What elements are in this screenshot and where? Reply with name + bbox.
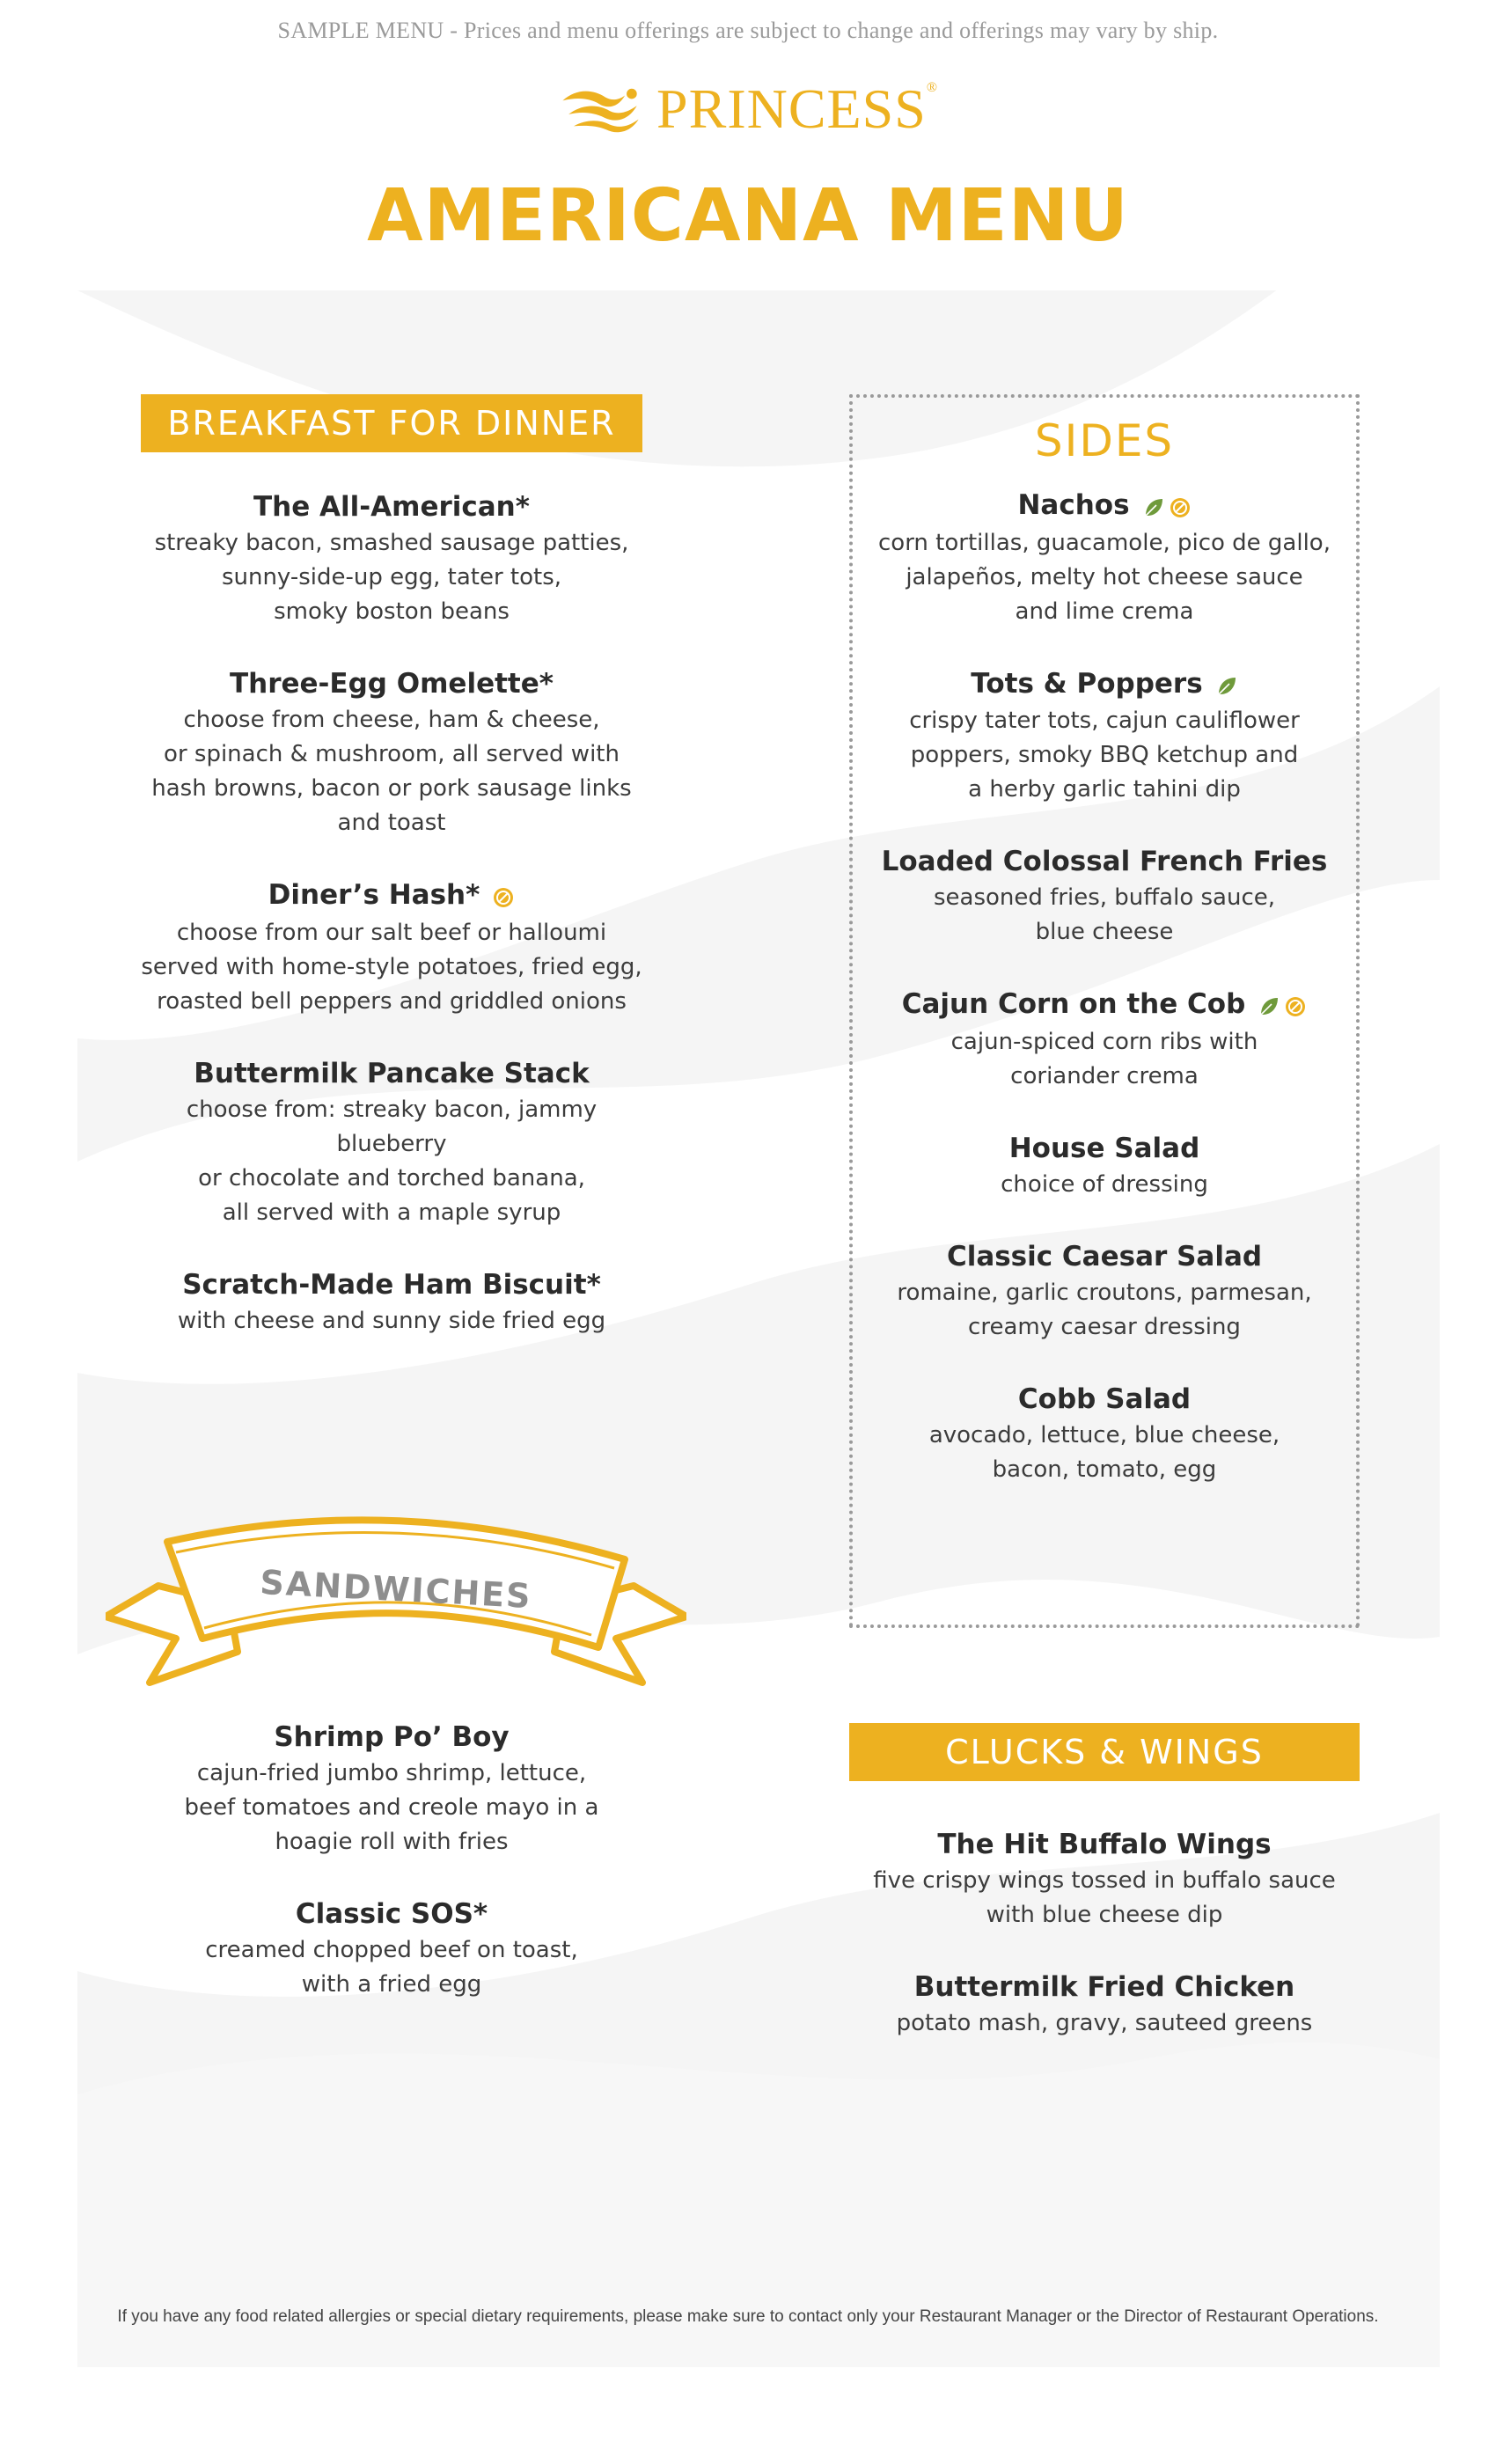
dietary-icons [1139, 488, 1192, 526]
menu-item-description: choice of dressing [1001, 1170, 1208, 1198]
menu-item [849, 1968, 1360, 2041]
menu-item-name [853, 1237, 1356, 1276]
dietary-icons [1254, 986, 1307, 1025]
sides-list [853, 486, 1356, 1487]
menu-item-description: bacon, tomato, egg [992, 1456, 1217, 1483]
menu-item-description: cajun-spiced corn ribs with [950, 1028, 1258, 1055]
menu-item [141, 1054, 642, 1230]
menu-item-description: romaine, garlic croutons, parmesan, [897, 1279, 1312, 1306]
menu-item [853, 1129, 1356, 1202]
menu-item-description: sunny-side-up egg, tater tots, [221, 564, 562, 590]
menu-item [141, 488, 642, 629]
menu-item-description: beef tomatoes and creole mayo in a [184, 1794, 599, 1821]
menu-item-description: a herby garlic tahini dip [968, 776, 1241, 803]
gluten-free-icon [492, 886, 515, 909]
menu-item-description: choose from: streaky bacon, jammy blueberry [186, 1096, 598, 1157]
menu-item-name-text: Buttermilk Fried Chicken [913, 1971, 1295, 2003]
menu-item-name-text: Buttermilk Pancake Stack [194, 1057, 590, 1089]
menu-item-description: jalapeños, melty hot cheese sauce [906, 563, 1303, 590]
menu-item [141, 876, 642, 1019]
menu-item-description: and toast [337, 810, 446, 836]
sides-title: SIDES [1034, 415, 1175, 466]
menu-item-description: seasoned fries, buffalo sauce, [933, 884, 1276, 911]
allergy-footer-note: If you have any food related allergies or special dietary requirements, please make sure to contact only your Restaurant Manager or the Director of Restaurant Operations. [117, 2307, 1379, 2326]
menu-item [141, 1895, 642, 2002]
brand-name: PRINCESS® [656, 77, 938, 140]
menu-item-description: avocado, lettuce, blue cheese, [928, 1421, 1280, 1448]
vegetarian-leaf-icon [1142, 496, 1165, 519]
menu-item [853, 664, 1356, 808]
breakfast-list [141, 488, 642, 1338]
breakfast-banner: BREAKFAST FOR DINNER [141, 394, 642, 452]
menu-item-description: potato mash, gravy, sauteed greens [896, 2010, 1313, 2036]
menu-item-name-text: Diner’s Hash* [268, 879, 480, 911]
menu-item [141, 1718, 642, 1859]
menu-item-name [141, 488, 642, 526]
menu-item-name-text: Classic Caesar Salad [946, 1240, 1263, 1272]
menu-item-description: smoky boston beans [274, 598, 510, 625]
menu-item-description: corn tortillas, guacamole, pico de gallo, [878, 529, 1331, 556]
menu-item-name [853, 664, 1356, 705]
menu-item-description: hash browns, bacon or pork sausage links [151, 775, 632, 802]
menu-item-description: creamy caesar dressing [968, 1313, 1241, 1340]
menu-item-description: cajun-fried jumbo shrimp, lettuce, [196, 1760, 587, 1786]
clucks-section [849, 1723, 1360, 2076]
dietary-icons [488, 877, 515, 916]
menu-item-name-text: Classic SOS* [295, 1898, 488, 1930]
clucks-list [849, 1825, 1360, 2041]
menu-item-description: choose from our salt beef or halloumi [176, 919, 607, 946]
menu-item-name-text: House Salad [1008, 1132, 1200, 1164]
menu-item-description: crispy tater tots, cajun cauliflower [909, 708, 1300, 734]
menu-item-description: and lime crema [1015, 598, 1194, 625]
menu-item-name [849, 1968, 1360, 2006]
menu-item-name-text: Shrimp Po’ Boy [274, 1721, 510, 1753]
sample-menu-disclaimer: SAMPLE MENU - Prices and menu offerings are subject to change and offerings may vary by ship. [277, 18, 1219, 43]
menu-item [853, 985, 1356, 1094]
menu-item-description: coriander crema [1010, 1062, 1199, 1089]
menu-item-description: poppers, smoky BBQ ketchup and [910, 742, 1299, 768]
menu-item-description: all served with a maple syrup [222, 1199, 561, 1226]
menu-item-name [853, 1380, 1356, 1419]
menu-item-name-text: Nachos [1017, 489, 1130, 521]
menu-item-description: served with home-style potatoes, fried egg, [141, 953, 642, 980]
menu-item-description: choose from cheese, ham & cheese, [183, 707, 600, 733]
menu-item-description: with a fried egg [301, 1971, 482, 1998]
gluten-free-icon [1169, 496, 1192, 519]
menu-item-name [849, 1825, 1360, 1864]
sides-section [849, 394, 1360, 1628]
menu-item-name [141, 1054, 642, 1093]
sandwiches-list [141, 1718, 642, 2002]
clucks-banner: CLUCKS & WINGS [849, 1723, 1360, 1781]
breakfast-section [141, 394, 642, 1374]
menu-item-description: streaky bacon, smashed sausage patties, [154, 530, 629, 556]
menu-item-name [141, 1265, 642, 1304]
menu-item [853, 486, 1356, 629]
menu-item-name [141, 664, 642, 703]
dietary-icons [1212, 665, 1238, 704]
menu-item-description: hoagie roll with fries [275, 1829, 509, 1855]
menu-item-description: or chocolate and torched banana, [198, 1164, 585, 1192]
vegetarian-leaf-icon [1215, 675, 1238, 698]
menu-item [141, 1265, 642, 1338]
menu-item-name [141, 876, 642, 916]
gluten-free-icon [1284, 995, 1307, 1018]
menu-item [853, 1380, 1356, 1487]
menu-item [853, 842, 1356, 950]
princess-wave-logo-icon [558, 82, 644, 136]
menu-item-name-text: Cobb Salad [1017, 1382, 1192, 1415]
menu-item-description: blue cheese [1035, 919, 1174, 945]
menu-item-name-text: Tots & Poppers [971, 667, 1203, 700]
menu-item-description: creamed chopped beef on toast, [205, 1937, 578, 1963]
menu-item-name-text: Scratch-Made Ham Biscuit* [182, 1268, 601, 1301]
vegetarian-leaf-icon [1258, 995, 1280, 1018]
menu-item-name [141, 1895, 642, 1933]
menu-item [141, 664, 642, 840]
menu-item-name [853, 985, 1356, 1025]
menu-item [853, 1237, 1356, 1345]
menu-title: AMERICANA MENU [367, 174, 1129, 258]
sandwiches-ribbon [106, 1507, 686, 1700]
menu-item [849, 1825, 1360, 1932]
sandwiches-section [141, 1718, 642, 2037]
menu-item-description: with cheese and sunny side fried egg [177, 1307, 606, 1334]
menu-item-name-text: The Hit Buffalo Wings [937, 1829, 1272, 1860]
menu-item-description: or spinach & mushroom, all served with [164, 741, 620, 767]
menu-item-name-text: Three-Egg Omelette* [230, 668, 554, 700]
menu-item-name [141, 1718, 642, 1756]
brand-logo [0, 77, 1496, 140]
menu-item-name [853, 486, 1356, 526]
sandwiches-title: SANDWICHES [259, 1562, 533, 1617]
menu-item-description: five crispy wings tossed in buffalo sauce [873, 1867, 1336, 1894]
menu-item-name-text: Loaded Colossal French Fries [881, 846, 1328, 877]
menu-item-name [853, 842, 1356, 881]
menu-item-name-text: The All-American* [253, 491, 530, 523]
menu-item-description: with blue cheese dip [986, 1902, 1223, 1928]
menu-item-name [853, 1129, 1356, 1168]
menu-item-description: roasted bell peppers and griddled onions [157, 987, 627, 1015]
menu-item-name-text: Cajun Corn on the Cob [901, 988, 1246, 1020]
